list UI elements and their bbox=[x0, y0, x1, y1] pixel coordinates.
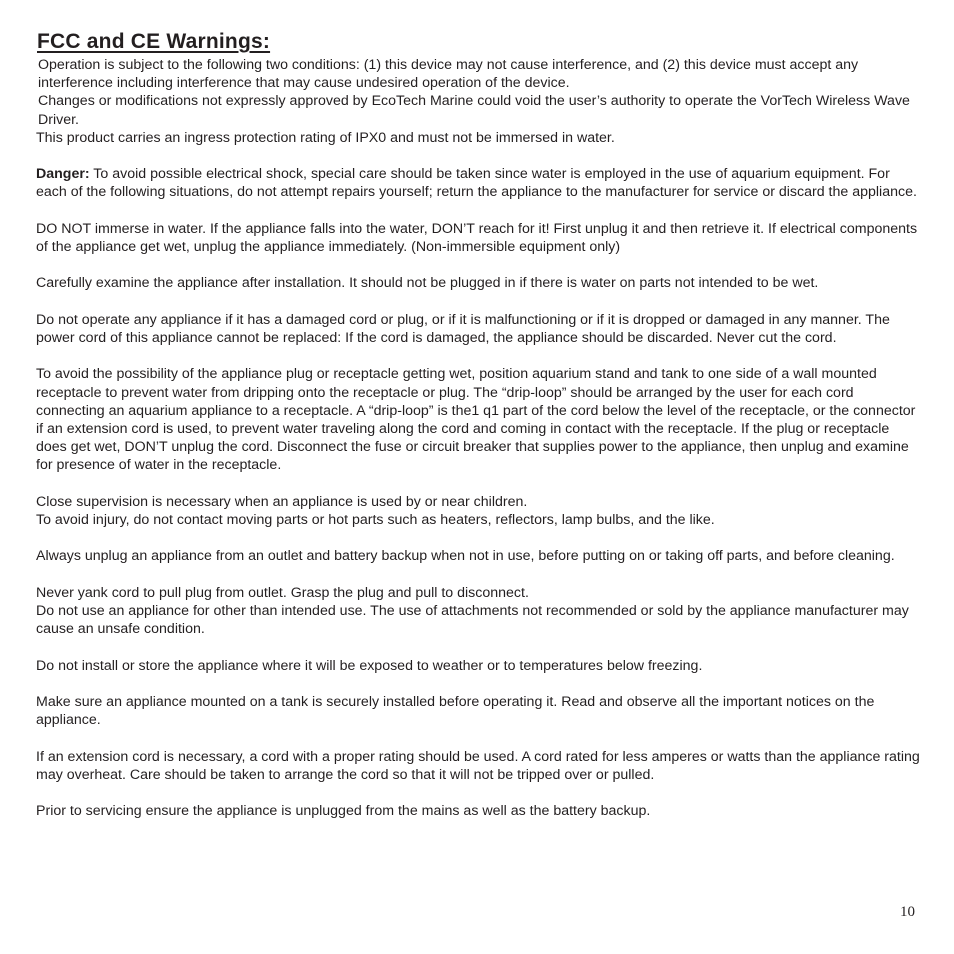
section-title: FCC and CE Warnings: bbox=[37, 30, 271, 53]
spacer bbox=[36, 147, 920, 165]
paragraph-damaged-cord: Do not operate any appliance if it has a damaged cord or plug, or if it is malfunctioning or if it is dropped or damaged in any manner. The power cord of this appliance cannot be replaced: If the cord is damaged, the appliance should be discarded. Never cut the cord. bbox=[36, 311, 890, 346]
spacer bbox=[36, 347, 920, 365]
spacer bbox=[36, 729, 920, 747]
paragraph-unplug: Always unplug an appliance from an outlet and battery backup when not in use, before putting on or taking off parts, and before cleaning. bbox=[36, 548, 895, 565]
paragraph-injury: To avoid injury, do not contact moving parts or hot parts such as heaters, reflectors, lamp bulbs, and the like. bbox=[36, 511, 715, 528]
spacer bbox=[36, 675, 920, 693]
paragraph-danger bbox=[36, 165, 920, 201]
paragraph-intended-use: Do not use an appliance for other than intended use. The use of attachments not recommended or sold by the appliance manufacturer may cause an unsafe condition. bbox=[36, 602, 909, 638]
spacer bbox=[36, 566, 920, 584]
spacer bbox=[36, 293, 920, 311]
spacer bbox=[36, 256, 920, 274]
document-page bbox=[36, 30, 920, 820]
paragraph-fcc-conditions: Operation is subject to the following two conditions: (1) this device may not cause interference, and (2) this device must accept any interference including interference that may cause undesired operation of the device. bbox=[38, 57, 859, 92]
paragraph-storage: Do not install or store the appliance where it will be exposed to weather or to temperatures below freezing. bbox=[36, 657, 703, 674]
paragraph-drip-loop: To avoid the possibility of the appliance plug or receptacle getting wet, position aquarium stand and tank to one side of a wall mounted receptacle to prevent water from dripping onto the receptacle or plug. The “drip-loop” should be arranged by the user for each cord connecting an aquarium appliance to a receptacle. A “drip-loop” is the1 q1 part of the cord below the level of the receptacle, or the connector if an extension cord is used, to prevent water traveling along the cord and coming in contact with the receptacle. If the plug or receptacle does get wet, DON’T unplug the cord. Disconnect the fuse or circuit breaker that supplies power to the appliance, then unplug and examine for presence of water in the receptacle. bbox=[36, 366, 916, 474]
paragraph-extension-cord: If an extension cord is necessary, a cord with a proper rating should be used. A cord rated for less amperes or watts than the appliance rating may overheat. Care should be taken to arrange the cord so that it will not be tripped over or pulled. bbox=[36, 748, 920, 783]
spacer bbox=[36, 202, 920, 220]
danger-text: To avoid possible electrical shock, special care should be taken since water is employed in the use of aquarium equipment. For each of the following situations, do not attempt repairs yourself; return the appliance to the manufacturer for service or discard the appliance. bbox=[36, 166, 917, 201]
danger-label: Danger: bbox=[36, 166, 90, 183]
paragraph-servicing: Prior to servicing ensure the appliance is unplugged from the mains as well as the battery backup. bbox=[36, 803, 651, 820]
paragraph-do-not-immerse: DO NOT immerse in water. If the appliance falls into the water, DON’T reach for it! First unplug it and then retrieve it. If electrical components of the appliance get wet, unplug the appliance immediately. (Non-immersible equipment only) bbox=[36, 220, 918, 255]
paragraph-modifications: Changes or modifications not expressly approved by EcoTech Marine could void the user’s authority to operate the VorTech Wireless Wave Driver. bbox=[38, 93, 910, 128]
spacer bbox=[36, 475, 920, 493]
paragraph-mounting: Make sure an appliance mounted on a tank is securely installed before operating it. Read and observe all the important notices on the appliance. bbox=[36, 693, 875, 729]
spacer bbox=[36, 638, 920, 656]
spacer bbox=[36, 529, 920, 547]
paragraph-examine: Carefully examine the appliance after installation. It should not be plugged in if there is water on parts not intended to be wet. bbox=[36, 275, 819, 292]
paragraph-children: Close supervision is necessary when an appliance is used by or near children. bbox=[36, 493, 528, 510]
spacer bbox=[36, 784, 920, 802]
paragraph-yank-cord: Never yank cord to pull plug from outlet. Grasp the plug and pull to disconnect. bbox=[36, 584, 529, 601]
page-number: 10 bbox=[900, 904, 915, 920]
paragraph-ingress-rating: This product carries an ingress protection rating of IPX0 and must not be immersed in water. bbox=[36, 129, 615, 146]
